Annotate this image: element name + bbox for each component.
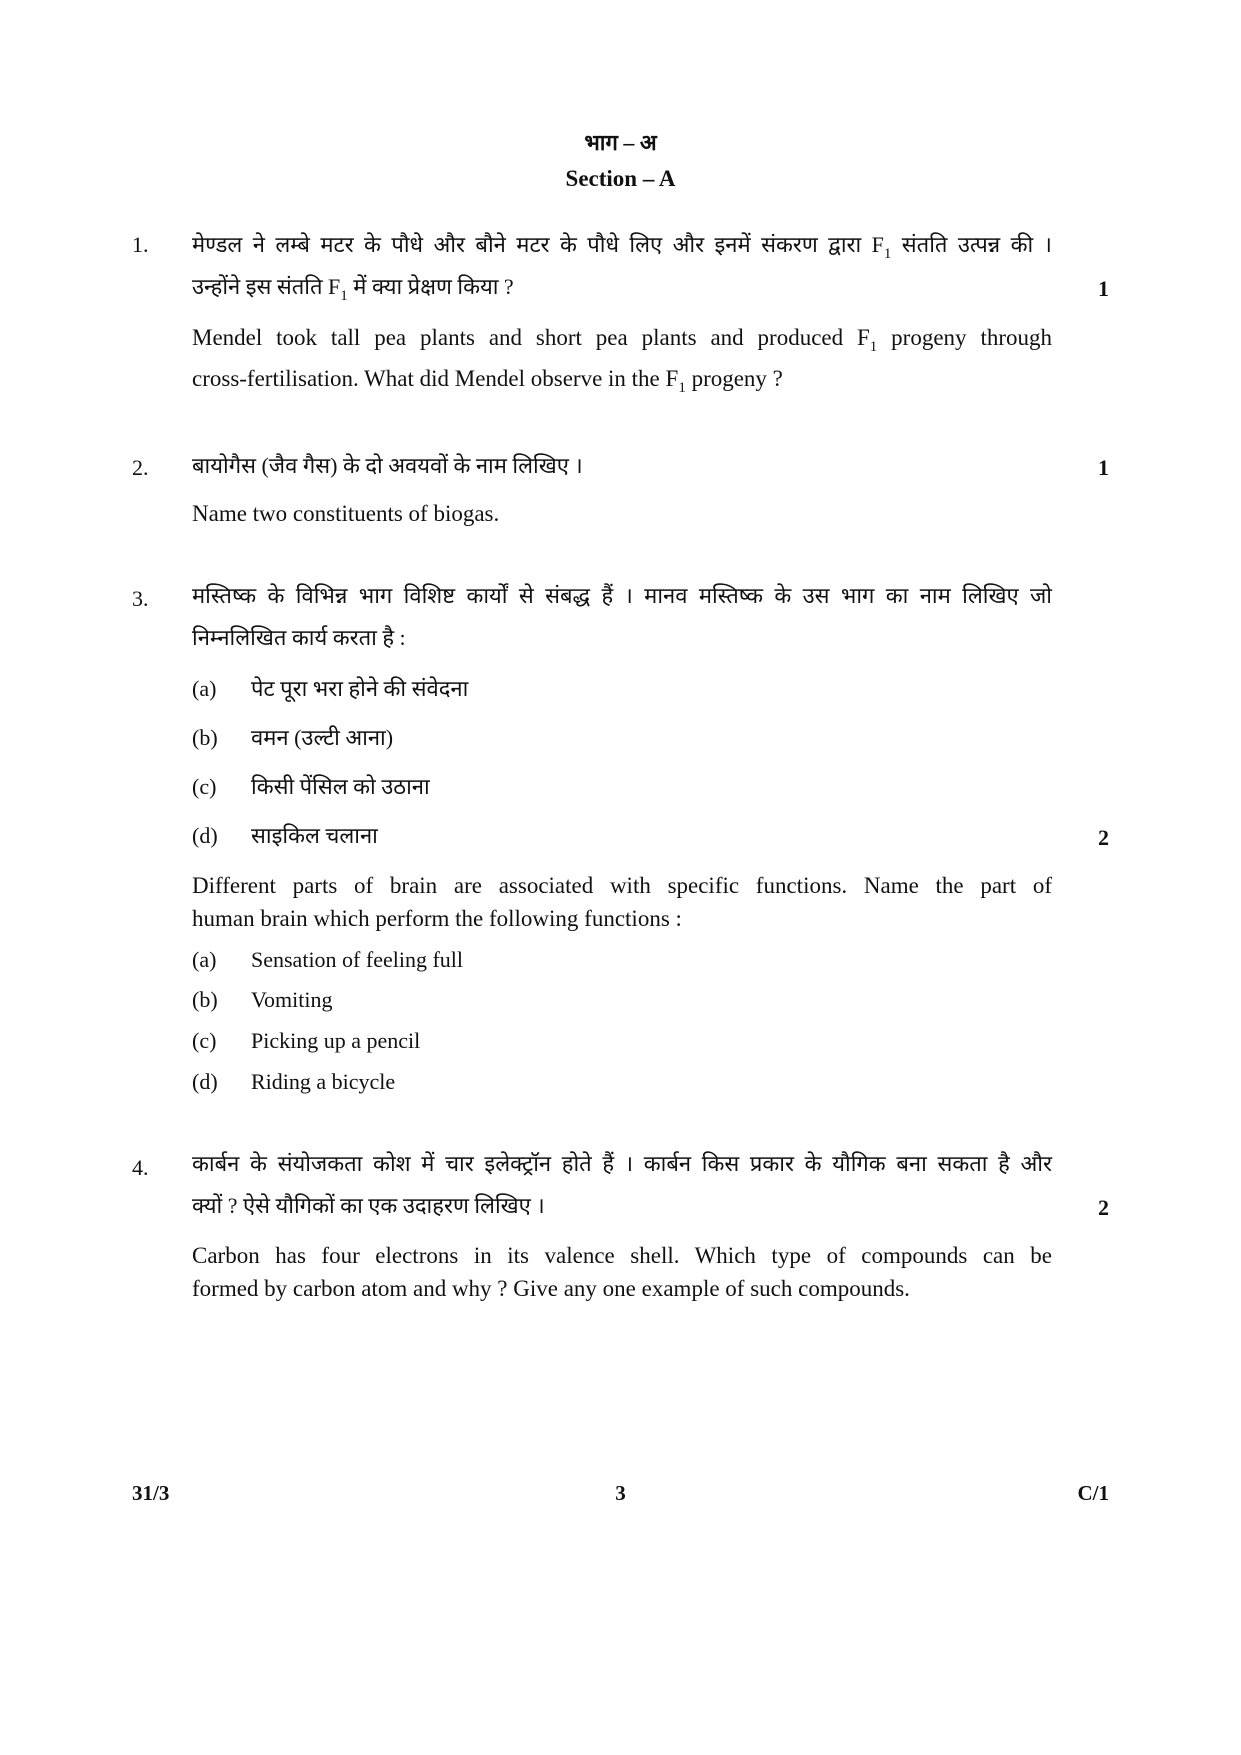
- paper-code: 31/3: [132, 1481, 170, 1505]
- question-english-line-2: human brain which perform the following functions :: [192, 906, 682, 931]
- question-marks: 2: [1098, 825, 1109, 850]
- section-title-hindi: भाग – अ: [584, 130, 657, 155]
- english-option-a: (a) Sensation of feeling full: [192, 947, 464, 972]
- question-english-line-2: cross-fertilisation. What did Mendel observe in the $F_1$ progeny ?: [192, 366, 783, 396]
- question-marks: 1: [1098, 455, 1109, 480]
- question-english-line-2: formed by carbon atom and why ? Give any one example of such compounds.: [192, 1276, 910, 1301]
- question-number: 2.: [132, 455, 149, 480]
- question-hindi-line-1: बायोगैस (जैव गैस) के दो अवयवों के नाम लिखिए ।: [192, 453, 583, 478]
- english-option-d: (d) Riding a bicycle: [192, 1069, 396, 1094]
- page-number: 3: [615, 1481, 626, 1505]
- question-marks: 1: [1098, 276, 1109, 301]
- question-english-line-1: Carbon has four electrons in its valence shell. Which type of compounds can be: [192, 1243, 1052, 1268]
- question-number: 1.: [132, 232, 149, 257]
- question-hindi-line-2: उन्होंने इस संतति $F_1$ में क्या प्रेक्षण किया ?: [192, 274, 514, 304]
- question-hindi-line-1: कार्बन के संयोजकता कोश में चार इलेक्ट्रॉन होते हैं । कार्बन किस प्रकार के यौगिक बना सकता है और: [192, 1151, 1052, 1176]
- question-english-line-1: Name two constituents of biogas.: [192, 501, 500, 526]
- set-code: C/1: [1077, 1481, 1109, 1505]
- hindi-option-a: (a) पेट पूरा भरा होने की संवेदना: [192, 676, 469, 701]
- section-title-english: Section – A: [565, 166, 676, 191]
- question-number: 3.: [132, 586, 149, 611]
- hindi-option-b: (b) वमन (उल्टी आना): [192, 725, 394, 750]
- question-hindi-line-2: क्यों ? ऐसे यौगिकों का एक उदाहरण लिखिए ।: [192, 1193, 545, 1218]
- question-english-line-1: Mendel took tall pea plants and short pea plants and produced $F_1$ progeny through: [192, 325, 1052, 355]
- question-hindi-line-2: निम्नलिखित कार्य करता है :: [192, 625, 406, 650]
- hindi-option-d: (d) साइकिल चलाना: [192, 823, 378, 848]
- hindi-option-c: (c) किसी पेंसिल को उठाना: [192, 774, 430, 799]
- question-hindi-line-1: मस्तिष्क के विभिन्न भाग विशिष्ट कार्यों से संबद्ध हैं । मानव मस्तिष्क के उस भाग का नाम लिखिए जो: [192, 583, 1052, 608]
- english-option-c: (c) Picking up a pencil: [192, 1028, 421, 1053]
- english-option-b: (b) Vomiting: [192, 987, 333, 1012]
- question-number: 4.: [132, 1155, 149, 1180]
- question-hindi-line-1: मेण्डल ने लम्बे मटर के पौधे और बौने मटर के पौधे लिए और इनमें संकरण द्वारा $F_1$ संतति उत्पन्न की ।: [192, 232, 1052, 262]
- question-marks: 2: [1098, 1195, 1109, 1220]
- question-english-line-1: Different parts of brain are associated with specific functions. Name the part of: [192, 873, 1052, 898]
